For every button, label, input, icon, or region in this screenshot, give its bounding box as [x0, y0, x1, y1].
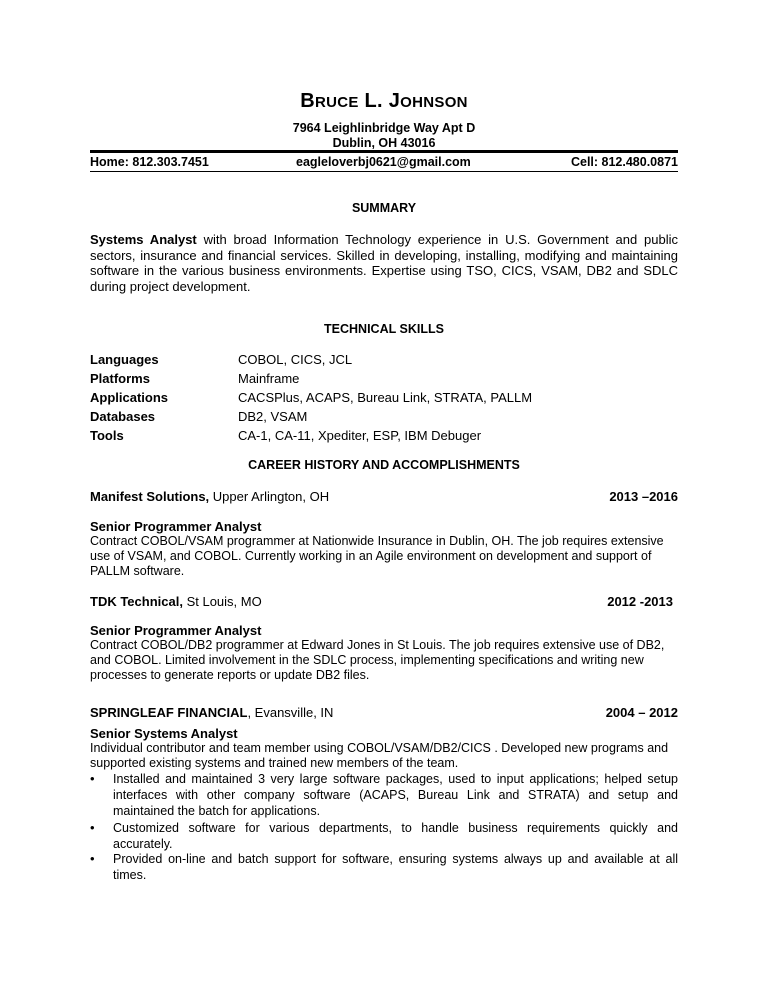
bullet-icon: • — [90, 851, 95, 866]
job-employer — [90, 489, 329, 504]
header-rule-thin — [90, 171, 678, 172]
summary-paragraph — [90, 232, 678, 294]
job-dates: 2013 –2016 — [609, 489, 678, 504]
job-description-line: use of VSAM, and COBOL. Currently working in an Agile environment on development and support of — [90, 549, 652, 563]
skill-value: Mainframe — [238, 371, 300, 386]
job-location: Upper Arlington, OH — [209, 489, 330, 504]
skill-label: Tools — [90, 428, 124, 443]
job-description-line: processes to generate reports or update DB2 files. — [90, 668, 370, 682]
job-dates: 2012 -2013 — [607, 594, 673, 609]
header-rule-thick — [90, 150, 678, 153]
job-description-line: Contract COBOL/VSAM programmer at Nationwide Insurance in Dublin, OH. The job requires extensive — [90, 534, 664, 548]
job-description-line: and COBOL. Limited involvement in the SDLC process, implementing specifications and writing new — [90, 653, 644, 667]
skill-label: Databases — [90, 409, 156, 424]
bullet-icon: • — [90, 820, 95, 835]
job-location: St Louis, MO — [182, 594, 262, 609]
job-location: , Evansville, IN — [247, 705, 334, 720]
job-title: Senior Programmer Analyst — [90, 623, 262, 638]
skill-value: CA-1, CA-11, Xpediter, ESP, IBM Debuger — [238, 428, 482, 443]
job-description-line: Contract COBOL/DB2 programmer at Edward Jones in St Louis. The job requires extensive use of DB2, — [90, 638, 665, 652]
email-address: eagleloverbj0621@gmail.com — [296, 155, 471, 169]
job-company: SPRINGLEAF FINANCIAL — [90, 705, 248, 720]
address-line-2: Dublin, OH 43016 — [332, 136, 436, 150]
candidate-name: BRUCE L. JOHNSON — [300, 90, 468, 112]
summary-heading: SUMMARY — [351, 201, 417, 215]
skills-heading: TECHNICAL SKILLS — [324, 322, 444, 336]
skill-label: Languages — [90, 352, 159, 367]
skill-value: CACSPlus, ACAPS, Bureau Link, STRATA, PALLM — [238, 390, 533, 405]
job-description-line: Individual contributor and team member using COBOL/VSAM/DB2/CICS . Developed new programs and — [90, 741, 669, 755]
job-title: Senior Programmer Analyst — [90, 519, 262, 534]
cell-phone: Cell: 812.480.0871 — [570, 155, 678, 169]
job-company: Manifest Solutions, — [90, 489, 210, 504]
skill-value: COBOL, CICS, JCL — [238, 352, 353, 367]
summary-text: with broad Information Technology experience in U.S. Government and public sectors, insurance and financial services. Skilled in developing, installing, modifying and maintaining software in the various business environments. Expertise using TSO, CICS, VSAM, DB2 and SDLC during project development. — [90, 232, 678, 294]
job-bullet: Provided on-line and batch support for software, ensuring systems always up and available at all times. — [113, 852, 678, 882]
bullet-icon: • — [90, 771, 95, 786]
skill-label: Applications — [90, 390, 169, 405]
summary-lead: Systems Analyst — [90, 232, 197, 247]
job-bullet: Installed and maintained 3 very large software packages, used to input applications; helped setup interfaces with other company software (ACAPS, Bureau Link and STRATA) and setup and maintained the batch for applications. — [113, 772, 678, 818]
career-heading: CAREER HISTORY AND ACCOMPLISHMENTS — [248, 458, 520, 472]
job-bullet: Customized software for various departments, to handle business requirements quickly and accurately. — [113, 821, 678, 851]
address-line-1: 7964 Leighlinbridge Way Apt D — [292, 121, 476, 135]
job-description-line: PALLM software. — [90, 564, 185, 578]
job-description-line: supported existing systems and trained new members of the team. — [90, 756, 459, 770]
home-phone: Home: 812.303.7451 — [90, 155, 209, 169]
skill-label: Platforms — [90, 371, 150, 386]
job-title: Senior Systems Analyst — [90, 726, 238, 741]
job-employer — [90, 705, 333, 720]
skill-value: DB2, VSAM — [238, 409, 308, 424]
job-employer — [90, 594, 262, 609]
job-company: TDK Technical, — [90, 594, 183, 609]
job-dates: 2004 – 2012 — [605, 705, 678, 720]
